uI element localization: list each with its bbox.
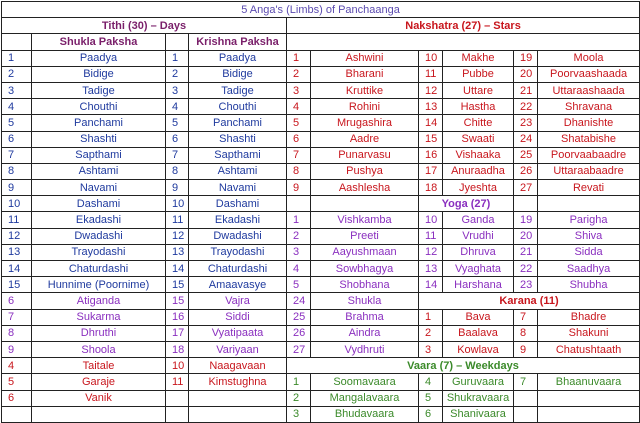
nakshatra-name: Jyeshta — [443, 180, 514, 196]
table-row — [2, 358, 640, 374]
nakshatra-name: Aadre — [311, 131, 419, 147]
tithi-heading: Tithi (30) – Days — [2, 18, 287, 34]
table-row — [2, 82, 640, 98]
yoga-name: Saadhya — [538, 261, 640, 277]
karana-number: 9 — [514, 341, 538, 357]
tithi-number: 2 — [166, 66, 189, 82]
nakshatra-number: 25 — [514, 147, 538, 163]
tithi-name: Chaturdashi — [189, 261, 287, 277]
table-row — [2, 99, 640, 115]
nakshatra-number: 27 — [514, 180, 538, 196]
yoga-number: 21 — [514, 244, 538, 260]
tithi-number: 9 — [166, 180, 189, 196]
yoga-number: 19 — [514, 212, 538, 228]
yoga-number: 17 — [166, 325, 189, 341]
yoga-number: 25 — [287, 309, 311, 325]
table-row — [2, 196, 640, 212]
karana-name: Chatushtaath — [538, 341, 640, 357]
nakshatra-number: 18 — [419, 180, 443, 196]
yoga-name: Dhruthi — [32, 325, 166, 341]
yoga-name: Shubha — [538, 277, 640, 293]
tithi-name: Trayodashi — [32, 244, 166, 260]
nakshatra-name: Bharani — [311, 66, 419, 82]
vaara-number: 2 — [287, 390, 311, 406]
tithi-number: 11 — [2, 212, 32, 228]
tithi-number: 11 — [166, 212, 189, 228]
nakshatra-name: Chitte — [443, 115, 514, 131]
yoga-number: 20 — [514, 228, 538, 244]
yoga-name: Harshana — [443, 277, 514, 293]
yoga-name: Ganda — [443, 212, 514, 228]
nakshatra-number: 15 — [419, 131, 443, 147]
yoga-name: Vajra — [189, 293, 287, 309]
karana-name: Bhadre — [538, 309, 640, 325]
karana-name: Shakuni — [538, 325, 640, 341]
tithi-number: 10 — [2, 196, 32, 212]
table-row — [2, 212, 640, 228]
karana-heading: Karana (11) — [419, 293, 640, 309]
blank-cell — [311, 196, 419, 212]
yoga-number: 22 — [514, 261, 538, 277]
page-title: 5 Anga's (Limbs) of Panchaanga — [2, 2, 640, 18]
nakshatra-number: 3 — [287, 82, 311, 98]
vaara-number: 4 — [419, 374, 443, 390]
yoga-number: 1 — [287, 212, 311, 228]
nakshatra-name: Vishaaka — [443, 147, 514, 163]
tithi-number: 8 — [2, 163, 32, 179]
yoga-number: 26 — [287, 325, 311, 341]
nakshatra-number: 14 — [419, 115, 443, 131]
yoga-name: Shiva — [538, 228, 640, 244]
nakshatra-number: 19 — [514, 50, 538, 66]
tithi-name: Hunnime (Poornime) — [32, 277, 166, 293]
vaara-number: 1 — [287, 374, 311, 390]
nakshatra-name: Moola — [538, 50, 640, 66]
yoga-number: 12 — [419, 244, 443, 260]
tithi-number: 4 — [166, 99, 189, 115]
nakshatra-number: 26 — [514, 163, 538, 179]
karana-name: Bava — [443, 309, 514, 325]
tithi-name: Shashti — [189, 131, 287, 147]
karana-number: 11 — [166, 374, 189, 390]
tithi-number: 2 — [2, 66, 32, 82]
nakshatra-name: Dhanishte — [538, 115, 640, 131]
shukla-heading: Shukla Paksha — [32, 34, 166, 50]
yoga-number: 14 — [419, 277, 443, 293]
yoga-number: 5 — [287, 277, 311, 293]
tithi-name: Tadige — [189, 82, 287, 98]
vaara-heading: Vaara (7) – Weekdays — [287, 358, 640, 374]
karana-name: Baalava — [443, 325, 514, 341]
yoga-name: Aindra — [311, 325, 419, 341]
yoga-number: 16 — [166, 309, 189, 325]
tithi-name: Ashtami — [189, 163, 287, 179]
karana-number: 6 — [2, 390, 32, 406]
tithi-name: Ekadashi — [189, 212, 287, 228]
tithi-name: Sapthami — [189, 147, 287, 163]
vaara-name: Bhudavaara — [311, 406, 419, 422]
tithi-number: 5 — [166, 115, 189, 131]
yoga-name: Parigha — [538, 212, 640, 228]
nakshatra-number: 21 — [514, 82, 538, 98]
yoga-name: Vrudhi — [443, 228, 514, 244]
yoga-name: Atiganda — [32, 293, 166, 309]
nakshatra-name: Uttaraabaadre — [538, 163, 640, 179]
table-row — [2, 34, 640, 50]
yoga-name: Sidda — [538, 244, 640, 260]
nakshatra-number: 12 — [419, 82, 443, 98]
yoga-heading: Yoga (27) — [419, 196, 514, 212]
karana-name: Vanik — [32, 390, 166, 406]
karana-name: Kowlava — [443, 341, 514, 357]
vaara-number: 6 — [419, 406, 443, 422]
yoga-name: Variyaan — [189, 341, 287, 357]
nakshatra-name: Mrugashira — [311, 115, 419, 131]
tithi-number: 1 — [166, 50, 189, 66]
tithi-name: Paadya — [189, 50, 287, 66]
tithi-name: Paadya — [32, 50, 166, 66]
tithi-number: 15 — [2, 277, 32, 293]
tithi-number: 7 — [2, 147, 32, 163]
yoga-name: Vishkamba — [311, 212, 419, 228]
karana-number: 5 — [2, 374, 32, 390]
tithi-number: 12 — [2, 228, 32, 244]
tithi-name: Chaturdashi — [32, 261, 166, 277]
tithi-number: 9 — [2, 180, 32, 196]
nakshatra-name: Punarvasu — [311, 147, 419, 163]
table-row — [2, 261, 640, 277]
table-row — [2, 180, 640, 196]
yoga-name: Preeti — [311, 228, 419, 244]
tithi-number: 14 — [2, 261, 32, 277]
nakshatra-name: Ashwini — [311, 50, 419, 66]
table-row — [2, 277, 640, 293]
blank-cell — [538, 390, 640, 406]
nakshatra-number: 6 — [287, 131, 311, 147]
tithi-name: Navami — [32, 180, 166, 196]
yoga-number: 10 — [419, 212, 443, 228]
nakshatra-name: Makhe — [443, 50, 514, 66]
nakshatra-number: 24 — [514, 131, 538, 147]
nakshatra-number: 2 — [287, 66, 311, 82]
tithi-name: Bidige — [32, 66, 166, 82]
tithi-number: 7 — [166, 147, 189, 163]
blank-cell — [2, 34, 32, 50]
yoga-number: 13 — [419, 261, 443, 277]
yoga-number: 11 — [419, 228, 443, 244]
blank-cell — [514, 390, 538, 406]
table-row — [2, 325, 640, 341]
yoga-number: 9 — [2, 341, 32, 357]
tithi-number: 13 — [166, 244, 189, 260]
nakshatra-number: 10 — [419, 50, 443, 66]
table-row — [2, 309, 640, 325]
nakshatra-number: 11 — [419, 66, 443, 82]
tithi-name: Amaavasye — [189, 277, 287, 293]
nakshatra-name: Revati — [538, 180, 640, 196]
nakshatra-name: Uttaraashaada — [538, 82, 640, 98]
nakshatra-name: Pubbe — [443, 66, 514, 82]
yoga-number: 23 — [514, 277, 538, 293]
nakshatra-name: Anuraadha — [443, 163, 514, 179]
karana-number: 2 — [419, 325, 443, 341]
yoga-name: Dhruva — [443, 244, 514, 260]
table-row — [2, 2, 640, 18]
table-row — [2, 147, 640, 163]
tithi-number: 15 — [166, 277, 189, 293]
yoga-name: Sowbhagya — [311, 261, 419, 277]
nakshatra-number: 1 — [287, 50, 311, 66]
table-row — [2, 293, 640, 309]
karana-name: Garaje — [32, 374, 166, 390]
karana-name: Naagavaan — [189, 358, 287, 374]
vaara-number: 7 — [514, 374, 538, 390]
nakshatra-number: 5 — [287, 115, 311, 131]
blank-cell — [287, 34, 640, 50]
yoga-number: 7 — [2, 309, 32, 325]
tithi-name: Panchami — [32, 115, 166, 131]
tithi-number: 3 — [2, 82, 32, 98]
vaara-name: Soomavaara — [311, 374, 419, 390]
yoga-name: Vyatipaata — [189, 325, 287, 341]
table-row — [2, 390, 640, 406]
tithi-number: 1 — [2, 50, 32, 66]
karana-number: 4 — [2, 358, 32, 374]
yoga-number: 3 — [287, 244, 311, 260]
table-row — [2, 18, 640, 34]
table-row — [2, 163, 640, 179]
tithi-number: 12 — [166, 228, 189, 244]
vaara-name: Mangalavaara — [311, 390, 419, 406]
yoga-name: Siddi — [189, 309, 287, 325]
yoga-number: 15 — [166, 293, 189, 309]
nakshatra-name: Poorvaabaadre — [538, 147, 640, 163]
tithi-name: Dashami — [189, 196, 287, 212]
yoga-number: 2 — [287, 228, 311, 244]
tithi-number: 10 — [166, 196, 189, 212]
tithi-name: Bidige — [189, 66, 287, 82]
tithi-name: Trayodashi — [189, 244, 287, 260]
nakshatra-heading: Nakshatra (27) – Stars — [287, 18, 640, 34]
tithi-name: Ashtami — [32, 163, 166, 179]
nakshatra-name: Shatabishe — [538, 131, 640, 147]
vaara-number: 3 — [287, 406, 311, 422]
nakshatra-name: Aashlesha — [311, 180, 419, 196]
tithi-number: 3 — [166, 82, 189, 98]
nakshatra-name: Swaati — [443, 131, 514, 147]
blank-cell — [166, 390, 189, 406]
yoga-number: 27 — [287, 341, 311, 357]
yoga-name: Vyaghata — [443, 261, 514, 277]
yoga-name: Aayushmaan — [311, 244, 419, 260]
tithi-name: Chouthi — [32, 99, 166, 115]
karana-number: 1 — [419, 309, 443, 325]
nakshatra-number: 17 — [419, 163, 443, 179]
tithi-number: 6 — [166, 131, 189, 147]
nakshatra-number: 23 — [514, 115, 538, 131]
yoga-number: 6 — [2, 293, 32, 309]
blank-cell — [287, 196, 311, 212]
blank-cell — [189, 390, 287, 406]
nakshatra-name: Shravana — [538, 99, 640, 115]
karana-number: 8 — [514, 325, 538, 341]
tithi-number: 6 — [2, 131, 32, 147]
nakshatra-name: Pushya — [311, 163, 419, 179]
nakshatra-name: Rohini — [311, 99, 419, 115]
vaara-name: Bhaanuvaara — [538, 374, 640, 390]
tithi-number: 4 — [2, 99, 32, 115]
yoga-number: 4 — [287, 261, 311, 277]
tithi-name: Panchami — [189, 115, 287, 131]
vaara-name: Shanivaara — [443, 406, 514, 422]
table-row — [2, 228, 640, 244]
tithi-name: Tadige — [32, 82, 166, 98]
karana-number: 3 — [419, 341, 443, 357]
nakshatra-name: Poorvaashaada — [538, 66, 640, 82]
table-row — [2, 50, 640, 66]
nakshatra-number: 4 — [287, 99, 311, 115]
nakshatra-number: 22 — [514, 99, 538, 115]
yoga-name: Shukla — [311, 293, 419, 309]
tithi-number: 13 — [2, 244, 32, 260]
yoga-name: Shoola — [32, 341, 166, 357]
karana-number: 7 — [514, 309, 538, 325]
yoga-number: 24 — [287, 293, 311, 309]
nakshatra-name: Hastha — [443, 99, 514, 115]
nakshatra-number: 8 — [287, 163, 311, 179]
blank-cell — [166, 34, 189, 50]
table-row — [2, 66, 640, 82]
nakshatra-number: 13 — [419, 99, 443, 115]
nakshatra-name: Kruttike — [311, 82, 419, 98]
yoga-number: 18 — [166, 341, 189, 357]
yoga-name: Brahma — [311, 309, 419, 325]
yoga-name: Shobhana — [311, 277, 419, 293]
table-row — [2, 115, 640, 131]
karana-name: Kimstughna — [189, 374, 287, 390]
karana-number: 10 — [166, 358, 189, 374]
vaara-number: 5 — [419, 390, 443, 406]
tithi-number: 14 — [166, 261, 189, 277]
tithi-name: Dwadashi — [32, 228, 166, 244]
table-row — [2, 131, 640, 147]
nakshatra-number: 7 — [287, 147, 311, 163]
tithi-name: Chouthi — [189, 99, 287, 115]
vaara-name: Guruvaara — [443, 374, 514, 390]
tithi-name: Navami — [189, 180, 287, 196]
table-row — [2, 341, 640, 357]
vaara-name: Shukravaara — [443, 390, 514, 406]
nakshatra-name: Uttare — [443, 82, 514, 98]
tithi-name: Ekadashi — [32, 212, 166, 228]
panchaanga-table — [1, 1, 640, 423]
yoga-number: 8 — [2, 325, 32, 341]
nakshatra-number: 20 — [514, 66, 538, 82]
tithi-name: Dwadashi — [189, 228, 287, 244]
table-row — [2, 374, 640, 390]
tithi-number: 8 — [166, 163, 189, 179]
nakshatra-number: 9 — [287, 180, 311, 196]
blank-cell — [514, 196, 538, 212]
yoga-name: Vydhruti — [311, 341, 419, 357]
krishna-heading: Krishna Paksha — [189, 34, 287, 50]
tithi-number: 5 — [2, 115, 32, 131]
table-row — [2, 244, 640, 260]
tithi-name: Dashami — [32, 196, 166, 212]
blank-cell — [538, 196, 640, 212]
tithi-name: Shashti — [32, 131, 166, 147]
tithi-name: Sapthami — [32, 147, 166, 163]
yoga-name: Sukarma — [32, 309, 166, 325]
karana-name: Taitale — [32, 358, 166, 374]
nakshatra-number: 16 — [419, 147, 443, 163]
